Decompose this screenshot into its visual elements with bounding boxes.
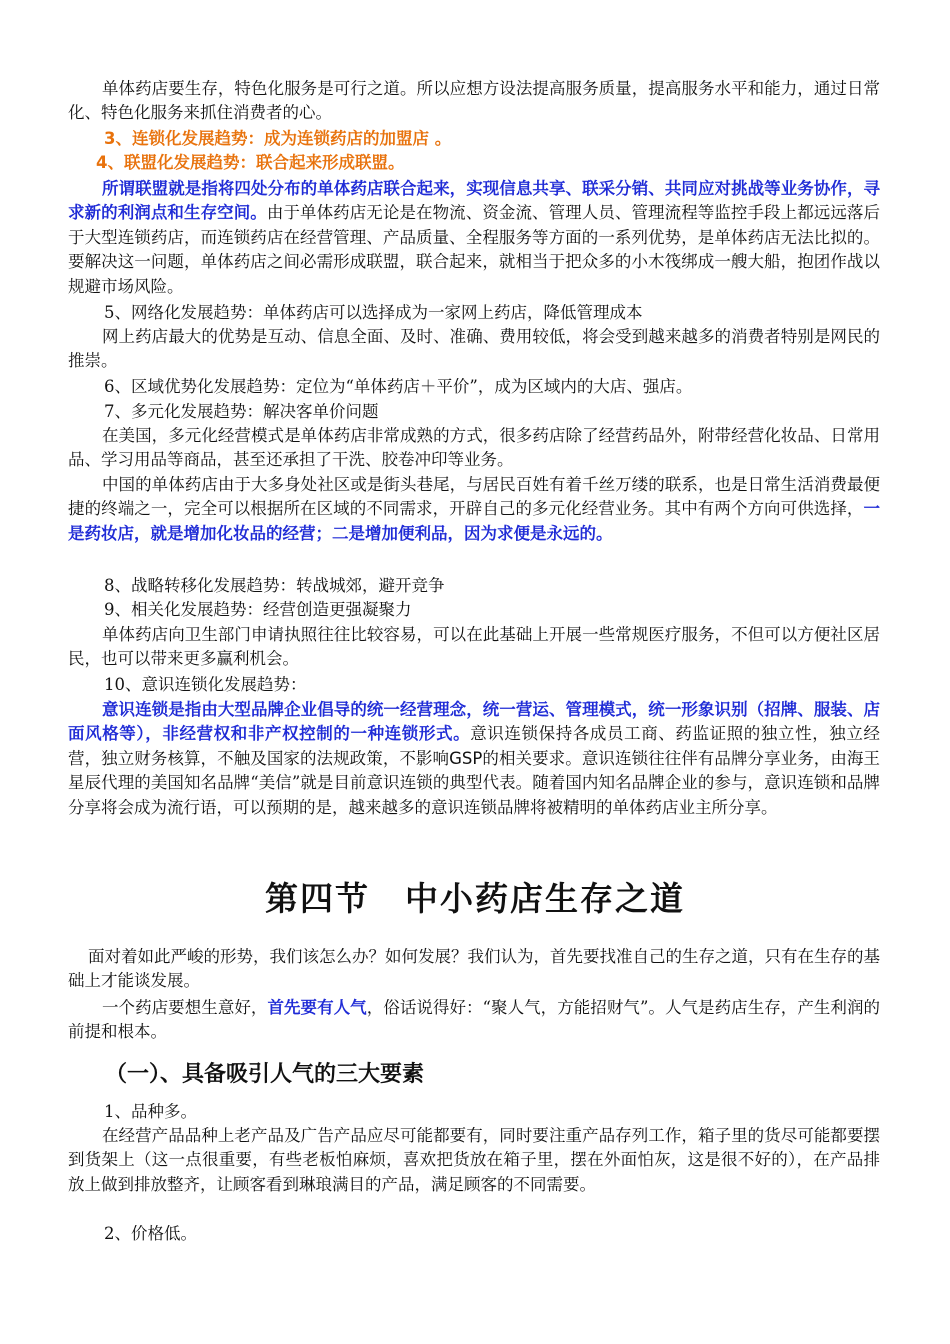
paragraph-conscious-chain xyxy=(68,698,880,820)
two-directions-emphasis: 一是药妆店，就是增加化妆品的经营；二是增加便利品，因为求便是永远的。 xyxy=(68,499,880,543)
heading-strategic-shift-trend: 8、战略转移化发展趋势：转战城郊，避开竞争 xyxy=(104,576,445,595)
paragraph-popularity xyxy=(68,996,880,1045)
paragraph-text: 一个药店要想生意好， xyxy=(102,998,268,1017)
paragraph-variety: 在经营产品品种上老产品及广告产品应尽可能都要有，同时要注重产品存列工作，箱子里的货尽可能都要摆到货架上（这一点很重要，有些老板怕麻烦，喜欢把货放在箱子里，摆在外面怕灰，这是很不好的），在产品排放上做到排放整齐，让顾客看到琳琅满目的产品，满足顾客的不同需要。 xyxy=(68,1126,880,1194)
alliance-definition-emphasis: 所谓联盟就是指将四处分布的单体药店联合起来，实现信息共享、联采分销、共同应对挑战等业务协作，寻求新的利润点和生存空间。 xyxy=(68,179,880,223)
heading-alliance-trend: 4、联盟化发展趋势：联合起来形成联盟。 xyxy=(96,153,405,172)
paragraph-text: 的相关要求。意识连锁往往伴有品牌分享业务，由海王星辰代理的美国知名品牌“美信”就是目前意识连锁的典型代表。随着国内知名品牌企业的参与，意识连锁和品牌分享将会成为流行语，可以预期的是，越来越多的意识连锁品牌将被精明的单体药店业主所分享。 xyxy=(68,748,881,817)
paragraph-online-pharmacy: 网上药店最大的优势是互动、信息全面、及时、准确、费用较低，将会受到越来越多的消费者特别是网民的推崇。 xyxy=(68,327,880,371)
paragraph-china-diversification xyxy=(68,473,880,546)
paragraph-text: ，俗话说得好：“聚人气，方能招财气”。人气是药店生存，产生利润的前提和根本。 xyxy=(68,998,881,1042)
section-title: 第四节 中小药店生存之道 xyxy=(265,879,685,918)
paragraph-text: 单体药店要生存，特色化服务是可行之道。所以应想方设法提高服务质量，提高服务水平和能力，通过日常化、特色化服务来抓住消费者的心。 xyxy=(68,79,880,123)
paragraph-text: 由于单体药店无论是在物流、资金流、管理人员、管理流程等监控手段上都远远落后于大型连锁药店，而连锁药店在经营管理、产品质量、全程服务等方面的一系列优势，是单体药店无法比拟的。要解决这一问题，单体药店之间必需形成联盟，联合起来，就相当于把众多的小木筏绑成一艘大船，抱团作战以规避市场风险。 xyxy=(68,203,881,296)
heading-regional-trend: 6、区域优势化发展趋势：定位为“单体药店＋平价”，成为区域内的大店、强店。 xyxy=(104,377,693,396)
heading-conscious-chain-trend: 10、意识连锁化发展趋势： xyxy=(104,675,307,694)
paragraph-medical-service: 单体药店向卫生部门申请执照往往比较容易，可以在此基础上开展一些常规医疗服务，不但可以方便社区居民，也可以带来更多赢利机会。 xyxy=(68,625,880,669)
heading-network-trend: 5、网络化发展趋势：单体药店可以选择成为一家网上药店，降低管理成本 xyxy=(104,303,643,322)
paragraph-us-diversification: 在美国，多元化经营模式是单体药店非常成熟的方式，很多药店除了经营药品外，附带经营化妆品、日常用品、学习用品等商品，甚至还承担了干洗、胶卷冲印等业务。 xyxy=(68,426,880,470)
paragraph-alliance xyxy=(68,177,880,299)
paragraph-text: 意识连锁保持各成员工商、药监证照的独立性，独立经营，独立财务核算，不触及国家的法规政策，不影响 xyxy=(68,724,881,768)
heading-chain-trend: 3、连锁化发展趋势：成为连锁药店的加盟店 。 xyxy=(104,129,452,148)
paragraph-how-to-survive: 面对着如此严峻的形势，我们该怎么办？如何发展？我们认为，首先要找准自己的生存之道，只有在生存的基础上才能谈发展。 xyxy=(68,947,880,991)
paragraph-text: 中国的单体药店由于大多身处社区或是街头巷尾，与居民百姓有着千丝万缕的联系，也是日常生活消费最便捷的终端之一，完全可以根据所在区域的不同需求，开辟自己的多元化经营业务。其中有两个方向可供选择， xyxy=(68,475,880,519)
item-variety-heading: 1、品种多。 xyxy=(104,1102,197,1121)
gsp-term: GSP xyxy=(449,748,483,768)
subsection-title: （一）、具备吸引人气的三大要素 xyxy=(105,1061,425,1087)
heading-diversification-trend: 7、多元化发展趋势：解决客单价问题 xyxy=(104,402,379,421)
conscious-chain-definition-emphasis: 意识连锁是指由大型品牌企业倡导的统一经营理念，统一营运、管理模式，统一形象识别（招牌、服装、店面风格等），非经营权和非产权控制的一种连锁形式。 xyxy=(68,700,880,744)
paragraph-specialized-service xyxy=(68,77,880,126)
heading-correlation-trend: 9、相关化发展趋势：经营创造更强凝聚力 xyxy=(104,600,412,619)
item-low-price-heading: 2、价格低。 xyxy=(104,1224,197,1243)
popularity-emphasis: 首先要有人气 xyxy=(267,998,367,1017)
